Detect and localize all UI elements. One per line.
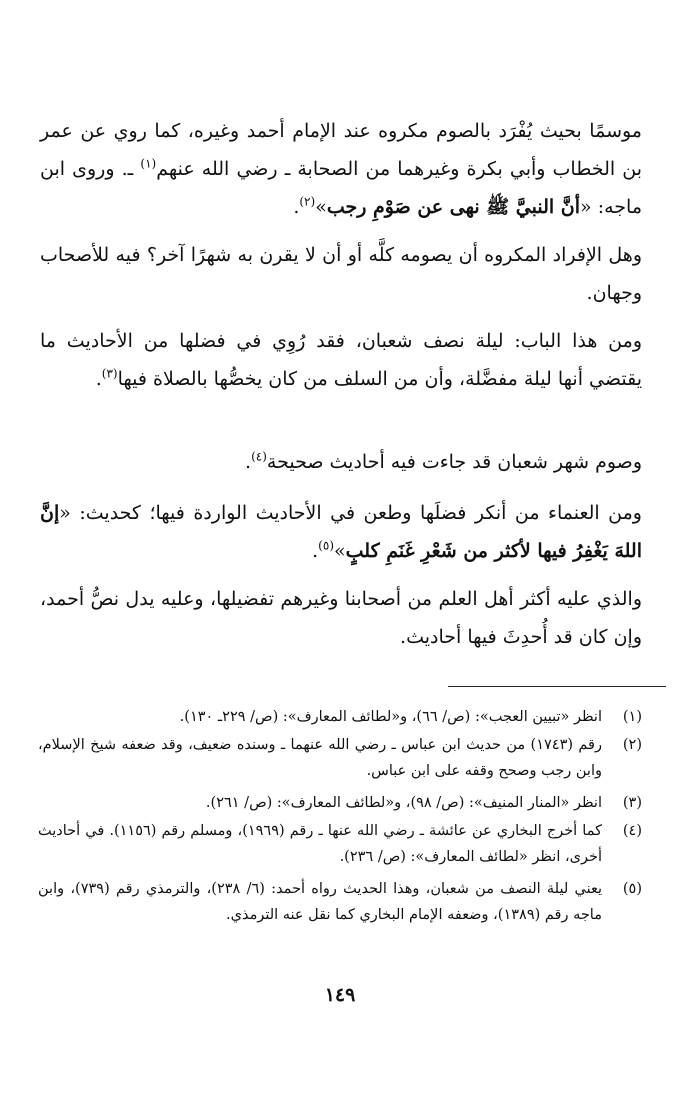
footnote-text: رقم (١٧٤٣) من حديث ابن عباس ـ رضي الله عنهما ـ وسنده ضعيف، وقد ضعفه شيخ الإسلام، وابن رجب وصحح وقفه على ابن عباس. (38, 737, 602, 779)
quote-close-2: » (334, 540, 346, 562)
period-4: . (245, 451, 252, 473)
paragraph-5 (40, 494, 642, 570)
footnote-text: انظر «المنار المنيف»: (ص/ ٩٨)، و«لطائف المعارف»: (ص/ ٢٦١). (205, 795, 602, 811)
footnote-1 (38, 704, 642, 730)
footnote-number: (٤) (622, 823, 642, 839)
footnote-ref-1[interactable]: (١) (140, 156, 157, 171)
hadith-quote-2: إنَّ اللهَ يَغْفِرُ فيها لأكثر من شَعْرِ غَنَمِ كلبٍ (40, 502, 642, 562)
footnote-text: كما أخرج البخاري عن عائشة ـ رضي الله عنها ـ رقم (١٩٦٩)، ومسلم رقم (١١٥٦). في أحاديث أخرى، انظر «لطائف المعارف»: (ص/ ٢٣٦). (38, 823, 602, 865)
paragraph-5-text: ومن العنماء من أنكر فضلَها وطعن في الأحاديث الواردة فيها؛ كحديث: « (59, 502, 642, 524)
paragraph-3-text: ومن هذا الباب: ليلة نصف شعبان، فقد رُوِي في فضلها من الأحاديث ما يقتضي أنها ليلة مفضَّلة، وأن من السلف من كان يخصُّها بالصلاة فيها (40, 330, 642, 390)
paragraph-1 (40, 112, 642, 226)
paragraph-4 (40, 443, 642, 481)
footnote-ref-2[interactable]: (٢) (299, 194, 316, 209)
paragraph-3 (40, 322, 642, 398)
footnote-number: (١) (622, 709, 642, 725)
footnote-5 (38, 876, 642, 928)
hadith-quote-1: أنَّ النبيَّ ﷺ نهى عن صَوْمِ رجب (326, 196, 581, 218)
period-5: . (312, 540, 319, 562)
footnote-3 (38, 790, 642, 816)
paragraph-6-text: والذي عليه أكثر أهل العلم من أصحابنا وغيرهم تفضيلها، وعليه يدل نصُّ أحمد، وإن كان قد أُحدِثَ فيها أحاديث. (40, 588, 642, 648)
footnote-ref-3[interactable]: (٣) (101, 366, 118, 381)
footnote-text: انظر «تبيين العجب»: (ص/ ٦٦)، و«لطائف المعارف»: (ص/ ٢٢٩ـ ١٣٠). (179, 709, 602, 725)
period-3: . (95, 368, 102, 390)
footnote-ref-4[interactable]: (٤) (251, 449, 267, 464)
footnote-4 (38, 818, 642, 870)
quote-close-1: » (315, 196, 327, 218)
paragraph-2 (40, 236, 642, 312)
footnote-separator (448, 686, 666, 687)
period-1: . (293, 196, 300, 218)
footnote-ref-5[interactable]: (٥) (318, 538, 334, 553)
footnote-number: (٥) (622, 881, 642, 897)
paragraph-6 (40, 580, 642, 656)
footnote-number: (٣) (622, 795, 642, 811)
page-number: ١٤٩ (324, 984, 356, 1006)
footnote-text: يعني ليلة النصف من شعبان، وهذا الحديث رواه أحمد: (٦/ ٢٣٨)، والترمذي رقم (٧٣٩)، وابن ماجه رقم (١٣٨٩)، وضعفه الإمام البخاري كما نقل عنه الترمذي. (38, 881, 602, 923)
paragraph-2-text: وهل الإفراد المكروه أن يصومه كلَّه أو أن لا يقرن به شهرًا آخر؟ فيه للأصحاب وجهان. (40, 244, 642, 304)
paragraph-1-text-2: ـ. وروى ابن ماجه: « (40, 158, 642, 218)
footnote-number: (٢) (622, 737, 642, 753)
paragraph-4-text: وصوم شهر شعبان قد جاءت فيه أحاديث صحيحة (266, 451, 642, 473)
footnote-2 (38, 732, 642, 784)
paragraph-1-text: موسمًا بحيث يُفْرَد بالصوم مكروه عند الإمام أحمد وغيره، كما روي عن عمر بن الخطاب وأبي بكرة وغيرهما من الصحابة ـ رضي الله عنهم (40, 120, 643, 180)
